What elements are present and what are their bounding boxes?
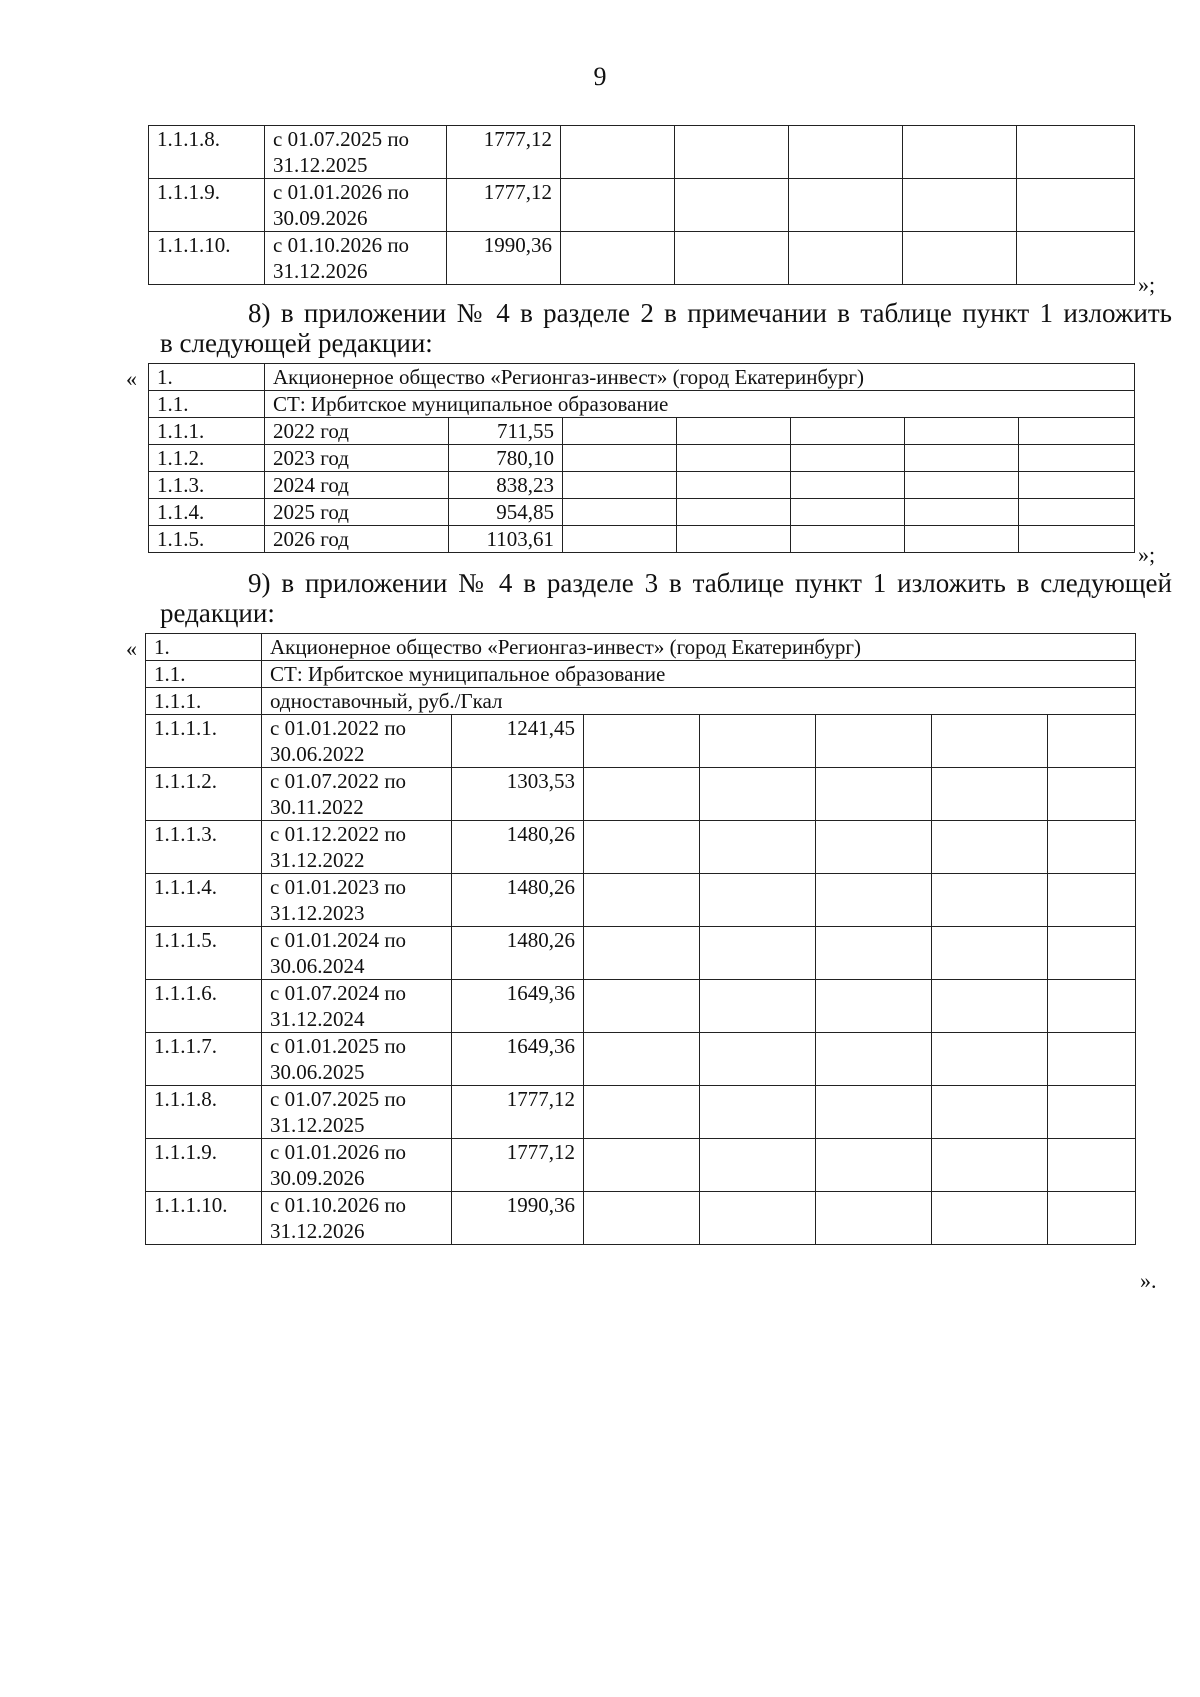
empty-cell bbox=[932, 768, 1048, 821]
tariff-table-years bbox=[148, 363, 1135, 553]
row-code: 1.1.1.10. bbox=[149, 232, 265, 285]
period-cell bbox=[262, 821, 452, 874]
row-value: 711,55 bbox=[449, 418, 563, 445]
table-row bbox=[146, 1086, 1136, 1139]
period-start: с 01.07.2022 по bbox=[270, 769, 407, 793]
empty-cell bbox=[563, 499, 677, 526]
row-value: 1990,36 bbox=[452, 1192, 584, 1245]
table-row bbox=[149, 418, 1135, 445]
table-row bbox=[146, 1192, 1136, 1245]
header-text: СТ: Ирбитское муниципальное образование bbox=[262, 661, 1136, 688]
row-code: 1.1.1.10. bbox=[146, 1192, 262, 1245]
row-value: 1777,12 bbox=[447, 126, 561, 179]
empty-cell bbox=[584, 768, 700, 821]
empty-cell bbox=[816, 874, 932, 927]
period-start: с 01.07.2025 по bbox=[270, 1087, 407, 1111]
row-code: 1.1.1.9. bbox=[146, 1139, 262, 1192]
empty-cell bbox=[1019, 526, 1135, 553]
empty-cell bbox=[584, 874, 700, 927]
row-code: 1.1.3. bbox=[149, 472, 265, 499]
row-value: 1303,53 bbox=[452, 768, 584, 821]
header-text: Акционерное общество «Регионгаз-инвест» (город Екатеринбург) bbox=[265, 364, 1135, 391]
header-code: 1.1.1. bbox=[146, 688, 262, 715]
table-row bbox=[149, 499, 1135, 526]
empty-cell bbox=[932, 1139, 1048, 1192]
empty-cell bbox=[677, 499, 791, 526]
empty-cell bbox=[932, 821, 1048, 874]
empty-cell bbox=[816, 821, 932, 874]
empty-cell bbox=[700, 768, 816, 821]
header-code: 1.1. bbox=[146, 661, 262, 688]
empty-cell bbox=[1017, 126, 1135, 179]
empty-cell bbox=[905, 526, 1019, 553]
row-code: 1.1.4. bbox=[149, 499, 265, 526]
period-cell bbox=[262, 1033, 452, 1086]
row-code: 1.1.1. bbox=[149, 418, 265, 445]
paragraph-9 bbox=[160, 568, 1172, 628]
empty-cell bbox=[584, 1033, 700, 1086]
row-value: 1480,26 bbox=[452, 874, 584, 927]
empty-cell bbox=[584, 927, 700, 980]
empty-cell bbox=[677, 526, 791, 553]
empty-cell bbox=[700, 980, 816, 1033]
row-value: 954,85 bbox=[449, 499, 563, 526]
period-start: с 01.01.2023 по bbox=[270, 875, 407, 899]
empty-cell bbox=[675, 126, 789, 179]
empty-cell bbox=[1048, 1086, 1136, 1139]
table-row bbox=[146, 927, 1136, 980]
empty-cell bbox=[677, 418, 791, 445]
row-value: 1649,36 bbox=[452, 1033, 584, 1086]
empty-cell bbox=[932, 1033, 1048, 1086]
table-row bbox=[146, 768, 1136, 821]
empty-cell bbox=[1019, 418, 1135, 445]
row-code: 1.1.1.8. bbox=[149, 126, 265, 179]
paragraph-9-line-1: 9) в приложении № 4 в разделе 3 в таблице пункт 1 изложить в следующей bbox=[248, 568, 1172, 598]
header-text: СТ: Ирбитское муниципальное образование bbox=[265, 391, 1135, 418]
table-body bbox=[149, 126, 1135, 285]
empty-cell bbox=[816, 715, 932, 768]
empty-cell bbox=[816, 1139, 932, 1192]
empty-cell bbox=[905, 472, 1019, 499]
empty-cell bbox=[1048, 715, 1136, 768]
period-end: 31.12.2022 bbox=[270, 848, 365, 872]
table-row bbox=[146, 874, 1136, 927]
header-row bbox=[146, 661, 1136, 688]
tariff-table-periods bbox=[145, 633, 1136, 1245]
period-cell bbox=[265, 126, 447, 179]
empty-cell bbox=[563, 445, 677, 472]
period-end: 30.09.2026 bbox=[270, 1166, 365, 1190]
empty-cell bbox=[903, 232, 1017, 285]
period-end: 30.06.2022 bbox=[270, 742, 365, 766]
empty-cell bbox=[903, 179, 1017, 232]
header-row bbox=[149, 364, 1135, 391]
period-cell bbox=[262, 768, 452, 821]
period-start: с 01.01.2022 по bbox=[270, 716, 407, 740]
empty-cell bbox=[700, 1139, 816, 1192]
row-value: 1777,12 bbox=[452, 1086, 584, 1139]
empty-cell bbox=[700, 1192, 816, 1245]
empty-cell bbox=[932, 1192, 1048, 1245]
row-year: 2024 год bbox=[265, 472, 449, 499]
empty-cell bbox=[789, 179, 903, 232]
period-end: 31.12.2024 bbox=[270, 1007, 365, 1031]
empty-cell bbox=[675, 179, 789, 232]
table-body bbox=[149, 364, 1135, 553]
row-code: 1.1.1.6. bbox=[146, 980, 262, 1033]
closing-quote: ». bbox=[1140, 1268, 1157, 1293]
empty-cell bbox=[791, 526, 905, 553]
table-row bbox=[149, 179, 1135, 232]
period-end: 31.12.2026 bbox=[273, 259, 368, 283]
period-cell bbox=[265, 232, 447, 285]
tariff-table-continuation bbox=[148, 125, 1135, 285]
table-row bbox=[149, 445, 1135, 472]
empty-cell bbox=[677, 445, 791, 472]
paragraph-9-line-2: редакции: bbox=[160, 598, 275, 628]
period-end: 31.12.2023 bbox=[270, 901, 365, 925]
period-end: 31.12.2026 bbox=[270, 1219, 365, 1243]
period-cell bbox=[262, 1192, 452, 1245]
period-cell bbox=[265, 179, 447, 232]
empty-cell bbox=[1048, 1033, 1136, 1086]
table-row bbox=[149, 232, 1135, 285]
period-start: с 01.12.2022 по bbox=[270, 822, 407, 846]
empty-cell bbox=[584, 1139, 700, 1192]
empty-cell bbox=[816, 1033, 932, 1086]
table-row bbox=[146, 1033, 1136, 1086]
period-start: с 01.10.2026 по bbox=[273, 233, 410, 257]
period-start: с 01.01.2026 по bbox=[273, 180, 410, 204]
empty-cell bbox=[1048, 927, 1136, 980]
period-end: 30.06.2024 bbox=[270, 954, 365, 978]
row-code: 1.1.1.5. bbox=[146, 927, 262, 980]
empty-cell bbox=[789, 232, 903, 285]
table-body bbox=[146, 634, 1136, 1245]
empty-cell bbox=[932, 1086, 1048, 1139]
period-start: с 01.01.2026 по bbox=[270, 1140, 407, 1164]
empty-cell bbox=[1048, 1139, 1136, 1192]
header-text: одноставочный, руб./Гкал bbox=[262, 688, 1136, 715]
empty-cell bbox=[932, 980, 1048, 1033]
period-start: с 01.01.2024 по bbox=[270, 928, 407, 952]
row-code: 1.1.1.2. bbox=[146, 768, 262, 821]
row-code: 1.1.1.3. bbox=[146, 821, 262, 874]
page-number: 9 bbox=[593, 62, 607, 91]
empty-cell bbox=[905, 418, 1019, 445]
empty-cell bbox=[816, 1192, 932, 1245]
empty-cell bbox=[1017, 179, 1135, 232]
empty-cell bbox=[561, 179, 675, 232]
opening-quote: « bbox=[126, 366, 137, 391]
period-start: с 01.10.2026 по bbox=[270, 1193, 407, 1217]
row-year: 2025 год bbox=[265, 499, 449, 526]
table-row bbox=[146, 715, 1136, 768]
opening-quote: « bbox=[126, 636, 137, 661]
empty-cell bbox=[1048, 768, 1136, 821]
empty-cell bbox=[561, 126, 675, 179]
empty-cell bbox=[677, 472, 791, 499]
row-code: 1.1.1.1. bbox=[146, 715, 262, 768]
paragraph-8-line-1: 8) в приложении № 4 в разделе 2 в примечании в таблице пункт 1 изложить bbox=[248, 298, 1172, 328]
empty-cell bbox=[563, 526, 677, 553]
empty-cell bbox=[932, 874, 1048, 927]
period-end: 31.12.2025 bbox=[270, 1113, 365, 1137]
empty-cell bbox=[1048, 874, 1136, 927]
header-row bbox=[149, 391, 1135, 418]
period-cell bbox=[262, 1139, 452, 1192]
header-text: Акционерное общество «Регионгаз-инвест» (город Екатеринбург) bbox=[262, 634, 1136, 661]
period-cell bbox=[262, 1086, 452, 1139]
empty-cell bbox=[791, 445, 905, 472]
empty-cell bbox=[1019, 472, 1135, 499]
header-code: 1. bbox=[149, 364, 265, 391]
row-value: 1480,26 bbox=[452, 821, 584, 874]
row-value: 1777,12 bbox=[452, 1139, 584, 1192]
period-start: с 01.07.2024 по bbox=[270, 981, 407, 1005]
row-value: 1241,45 bbox=[452, 715, 584, 768]
empty-cell bbox=[1048, 980, 1136, 1033]
empty-cell bbox=[1019, 499, 1135, 526]
header-row bbox=[146, 634, 1136, 661]
header-row bbox=[146, 688, 1136, 715]
row-value: 780,10 bbox=[449, 445, 563, 472]
row-year: 2022 год bbox=[265, 418, 449, 445]
closing-quote: »; bbox=[1138, 272, 1156, 297]
empty-cell bbox=[1017, 232, 1135, 285]
row-value: 1480,26 bbox=[452, 927, 584, 980]
row-value: 838,23 bbox=[449, 472, 563, 499]
header-code: 1.1. bbox=[149, 391, 265, 418]
empty-cell bbox=[561, 232, 675, 285]
empty-cell bbox=[700, 821, 816, 874]
period-end: 30.06.2025 bbox=[270, 1060, 365, 1084]
empty-cell bbox=[789, 126, 903, 179]
period-end: 30.11.2022 bbox=[270, 795, 364, 819]
empty-cell bbox=[584, 1192, 700, 1245]
empty-cell bbox=[816, 768, 932, 821]
period-cell bbox=[262, 927, 452, 980]
table-row bbox=[146, 980, 1136, 1033]
period-end: 31.12.2025 bbox=[273, 153, 368, 177]
row-code: 1.1.5. bbox=[149, 526, 265, 553]
period-start: с 01.01.2025 по bbox=[270, 1034, 407, 1058]
empty-cell bbox=[816, 1086, 932, 1139]
row-code: 1.1.2. bbox=[149, 445, 265, 472]
empty-cell bbox=[903, 126, 1017, 179]
empty-cell bbox=[584, 1086, 700, 1139]
empty-cell bbox=[584, 980, 700, 1033]
empty-cell bbox=[1048, 821, 1136, 874]
empty-cell bbox=[563, 418, 677, 445]
empty-cell bbox=[791, 472, 905, 499]
empty-cell bbox=[700, 715, 816, 768]
period-cell bbox=[262, 715, 452, 768]
empty-cell bbox=[1048, 1192, 1136, 1245]
table-row bbox=[149, 472, 1135, 499]
empty-cell bbox=[791, 499, 905, 526]
paragraph-8-line-2: в следующей редакции: bbox=[160, 328, 433, 358]
period-end: 30.09.2026 bbox=[273, 206, 368, 230]
empty-cell bbox=[932, 927, 1048, 980]
empty-cell bbox=[584, 821, 700, 874]
empty-cell bbox=[563, 472, 677, 499]
period-cell bbox=[262, 980, 452, 1033]
empty-cell bbox=[1019, 445, 1135, 472]
empty-cell bbox=[905, 445, 1019, 472]
row-value: 1649,36 bbox=[452, 980, 584, 1033]
row-code: 1.1.1.8. bbox=[146, 1086, 262, 1139]
empty-cell bbox=[700, 874, 816, 927]
row-year: 2023 год bbox=[265, 445, 449, 472]
empty-cell bbox=[584, 715, 700, 768]
row-code: 1.1.1.4. bbox=[146, 874, 262, 927]
empty-cell bbox=[700, 1086, 816, 1139]
header-code: 1. bbox=[146, 634, 262, 661]
empty-cell bbox=[791, 418, 905, 445]
empty-cell bbox=[700, 1033, 816, 1086]
table-row bbox=[149, 126, 1135, 179]
empty-cell bbox=[816, 980, 932, 1033]
empty-cell bbox=[675, 232, 789, 285]
empty-cell bbox=[932, 715, 1048, 768]
table-row bbox=[146, 821, 1136, 874]
row-value: 1103,61 bbox=[449, 526, 563, 553]
empty-cell bbox=[700, 927, 816, 980]
period-start: с 01.07.2025 по bbox=[273, 127, 410, 151]
row-value: 1777,12 bbox=[447, 179, 561, 232]
row-value: 1990,36 bbox=[447, 232, 561, 285]
row-code: 1.1.1.9. bbox=[149, 179, 265, 232]
table-row bbox=[146, 1139, 1136, 1192]
closing-quote: »; bbox=[1138, 542, 1156, 567]
empty-cell bbox=[816, 927, 932, 980]
row-code: 1.1.1.7. bbox=[146, 1033, 262, 1086]
table-row bbox=[149, 526, 1135, 553]
period-cell bbox=[262, 874, 452, 927]
paragraph-8 bbox=[160, 298, 1172, 358]
row-year: 2026 год bbox=[265, 526, 449, 553]
empty-cell bbox=[905, 499, 1019, 526]
